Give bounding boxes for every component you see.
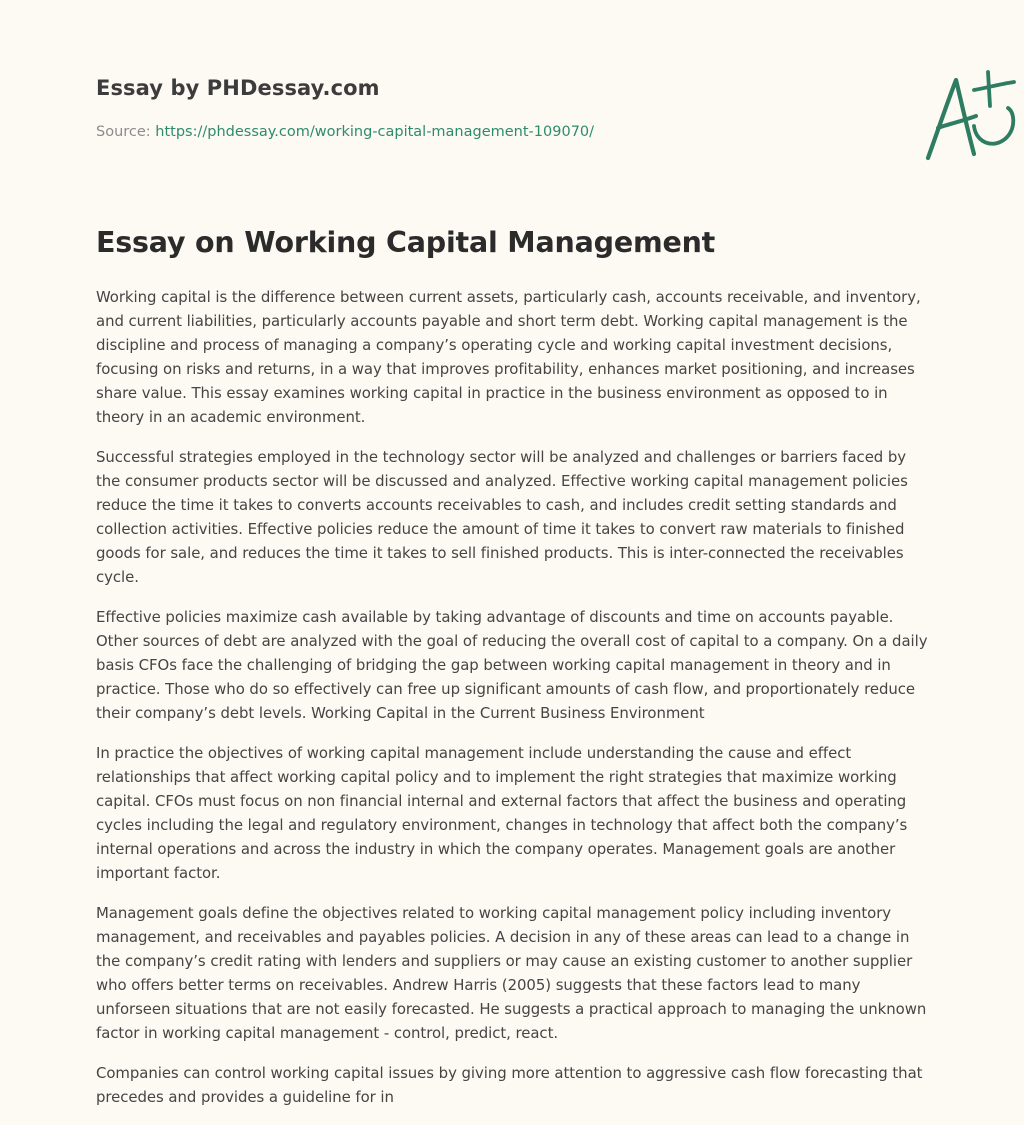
- a-plus-logo-icon: [916, 66, 1024, 166]
- source-link[interactable]: https://phdessay.com/working-capital-management-109070/: [155, 124, 595, 140]
- paragraph: Effective policies maximize cash available by taking advantage of discounts and time on accounts payable. Other sources of debt are analyzed with the goal of reducing the overall cost of capital to a company. On a daily basis CFOs face the challenging of bridging the gap between working capital management in theory and in practice. Those who do so effectively can free up significant amounts of cash flow, and proportionately reduce their company’s debt levels. Working Capital in the Current Business Environment: [96, 608, 928, 722]
- paragraph: Companies can control working capital issues by giving more attention to aggressive cash flow forecasting that precedes and provides a guideline for in: [96, 1064, 923, 1106]
- source-label: Source:: [96, 124, 151, 140]
- paragraph: Working capital is the difference between current assets, particularly cash, accounts receivable, and inventory, and current liabilities, particularly accounts payable and short term debt. Working capital management is the discipline and process of managing a company’s operating cycle and working capital investment decisions, focusing on risks and returns, in a way that improves profitability, enhances market positioning, and increases share value. This essay examines working capital in practice in the business environment as opposed to in theory in an academic environment.: [96, 288, 921, 426]
- paragraph: Successful strategies employed in the technology sector will be analyzed and challenges or barriers faced by the consumer products sector will be discussed and analyzed. Effective working capital management policies reduce the time it takes to converts accounts receivables to cash, and includes credit setting standards and collection activities. Effective policies reduce the amount of time it takes to convert raw materials to finished goods for sale, and reduces the time it takes to sell finished products. This is inter-connected the receivables cycle.: [96, 448, 908, 586]
- paragraph: In practice the objectives of working capital management include understanding the cause and effect relationships that affect working capital policy and to implement the right strategies that maximize working capital. CFOs must focus on non financial internal and external factors that affect the business and operating cycles including the legal and regulatory environment, changes in technology that affect both the company’s internal operations and across the industry in which the company operates. Management goals are another important factor.: [96, 744, 908, 882]
- essay-body: [96, 285, 932, 1125]
- site-brand: Essay by PHDessay.com: [96, 76, 380, 100]
- paragraph: Management goals define the objectives related to working capital management policy including inventory management, and receivables and payables policies. A decision in any of these areas can lead to a change in the company’s credit rating with lenders and suppliers or may cause an existing customer to another supplier who offers better terms on receivables. Andrew Harris (2005) suggests that these factors lead to many unforseen situations that are not easily forecasted. He suggests a practical approach to managing the unknown factor in working capital management - control, predict, react.: [96, 904, 927, 1042]
- source-line: [96, 124, 594, 140]
- essay-title: Essay on Working Capital Management: [96, 226, 716, 259]
